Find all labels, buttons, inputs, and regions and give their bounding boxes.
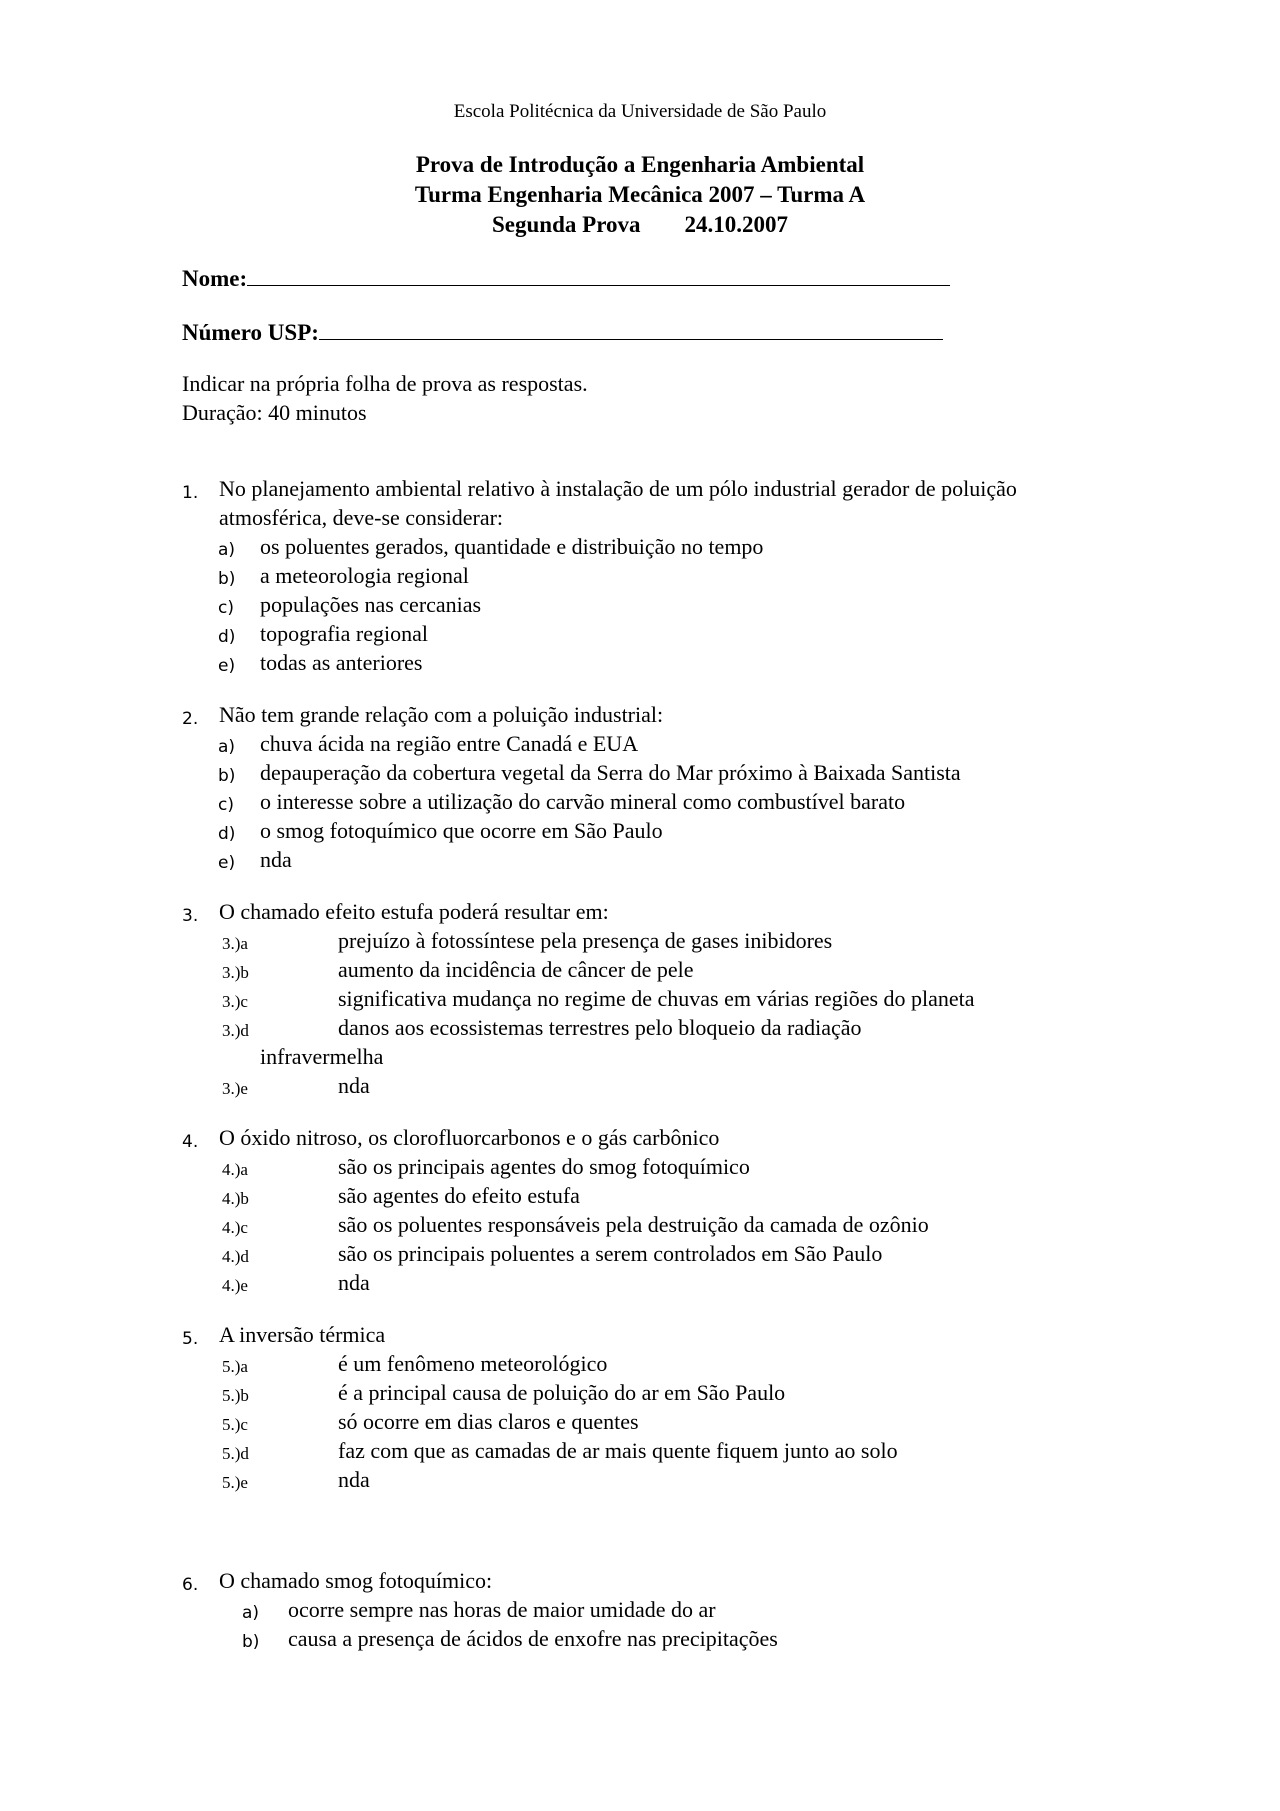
question-stem: O chamado smog fotoquímico: bbox=[219, 1568, 493, 1593]
option-text: são os principais agentes do smog fotoquímico bbox=[338, 1154, 750, 1179]
option-label: 3.)e bbox=[222, 1079, 248, 1098]
option-text-continuation: infravermelha bbox=[260, 1044, 384, 1069]
option-text: são os principais poluentes a serem controlados em São Paulo bbox=[338, 1241, 883, 1266]
instructions-line: Indicar na própria folha de prova as respostas. bbox=[182, 371, 588, 396]
option-label: 5.)e bbox=[222, 1473, 248, 1492]
option-label: c) bbox=[218, 598, 234, 618]
class-title: Turma Engenharia Mecânica 2007 – Turma A bbox=[414, 182, 866, 207]
option-label: e) bbox=[218, 853, 236, 873]
question-number: 5. bbox=[182, 1329, 199, 1349]
option-label: 3.)b bbox=[222, 963, 249, 982]
option-label: b) bbox=[218, 766, 236, 786]
option-label: 4.)d bbox=[222, 1247, 249, 1266]
option-text: a meteorologia regional bbox=[260, 563, 469, 588]
option-label: 5.)c bbox=[222, 1415, 248, 1434]
option-text: é um fenômeno meteorológico bbox=[338, 1351, 608, 1376]
question-stem: Não tem grande relação com a poluição industrial: bbox=[219, 702, 664, 727]
option-label: 3.)d bbox=[222, 1021, 249, 1040]
option-text: são agentes do efeito estufa bbox=[338, 1183, 580, 1208]
question-number: 1. bbox=[182, 483, 199, 503]
option-label: 5.)a bbox=[222, 1357, 248, 1376]
option-label: a) bbox=[218, 737, 236, 757]
name-field[interactable] bbox=[182, 263, 950, 292]
option-text: o smog fotoquímico que ocorre em São Paulo bbox=[260, 818, 663, 843]
option-text: os poluentes gerados, quantidade e distribuição no tempo bbox=[260, 534, 764, 559]
exam-number: Segunda Prova bbox=[492, 212, 641, 237]
option-label: b) bbox=[218, 569, 236, 589]
option-label: 5.)d bbox=[222, 1444, 249, 1463]
question-number: 4. bbox=[182, 1132, 199, 1152]
exam-title: Prova de Introdução a Engenharia Ambiental bbox=[415, 152, 865, 177]
option-text: chuva ácida na região entre Canadá e EUA bbox=[260, 731, 639, 756]
instructions bbox=[182, 369, 588, 427]
option-label: d) bbox=[218, 824, 236, 844]
option-text: significativa mudança no regime de chuvas em várias regiões do planeta bbox=[338, 986, 975, 1011]
option-text: o interesse sobre a utilização do carvão mineral como combustível barato bbox=[260, 789, 906, 814]
option-label: a) bbox=[218, 540, 236, 560]
question-number: 2. bbox=[182, 709, 199, 729]
option-text: nda bbox=[338, 1467, 370, 1492]
exam-subtitle bbox=[0, 210, 1280, 240]
option-text: são os poluentes responsáveis pela destruição da camada de ozônio bbox=[338, 1212, 929, 1237]
name-label: Nome: bbox=[182, 266, 248, 291]
question-stem: O chamado efeito estufa poderá resultar em: bbox=[219, 899, 609, 924]
question-stem: O óxido nitroso, os clorofluorcarbonos e o gás carbônico bbox=[219, 1125, 720, 1150]
option-text: é a principal causa de poluição do ar em São Paulo bbox=[338, 1380, 786, 1405]
option-label: a) bbox=[242, 1603, 260, 1623]
option-text: ocorre sempre nas horas de maior umidade do ar bbox=[288, 1597, 716, 1622]
option-text: só ocorre em dias claros e quentes bbox=[338, 1409, 639, 1434]
option-text: todas as anteriores bbox=[260, 650, 423, 675]
option-text: nda bbox=[338, 1270, 370, 1295]
question-stem: No planejamento ambiental relativo à instalação de um pólo industrial gerador de poluição atmosférica, deve-se considerar: bbox=[219, 476, 1017, 530]
usp-number-field[interactable] bbox=[182, 317, 943, 346]
option-label: d) bbox=[218, 627, 236, 647]
exam-title-block bbox=[0, 150, 1280, 240]
option-label: e) bbox=[218, 656, 236, 676]
option-label: 4.)c bbox=[222, 1218, 248, 1237]
option-text: nda bbox=[260, 847, 292, 872]
question-number: 3. bbox=[182, 906, 199, 926]
option-text: danos aos ecossistemas terrestres pelo bloqueio da radiação bbox=[338, 1015, 862, 1040]
option-label: 4.)b bbox=[222, 1189, 249, 1208]
question-stem: A inversão térmica bbox=[219, 1322, 386, 1347]
exam-date: 24.10.2007 bbox=[684, 212, 788, 237]
option-text: topografia regional bbox=[260, 621, 428, 646]
option-label: b) bbox=[242, 1632, 260, 1652]
option-text: populações nas cercanias bbox=[260, 592, 482, 617]
duration-line: Duração: 40 minutos bbox=[182, 400, 367, 425]
usp-number-blank-line[interactable] bbox=[319, 317, 943, 340]
option-text: causa a presença de ácidos de enxofre nas precipitações bbox=[288, 1626, 778, 1651]
option-label: 4.)a bbox=[222, 1160, 248, 1179]
option-text: faz com que as camadas de ar mais quente fiquem junto ao solo bbox=[338, 1438, 898, 1463]
option-label: 3.)a bbox=[222, 934, 248, 953]
option-text: prejuízo à fotossíntese pela presença de gases inibidores bbox=[338, 928, 833, 953]
school-name: Escola Politécnica da Universidade de São Paulo bbox=[453, 101, 827, 122]
option-text: aumento da incidência de câncer de pele bbox=[338, 957, 694, 982]
option-text: nda bbox=[338, 1073, 370, 1098]
option-label: c) bbox=[218, 795, 234, 815]
name-blank-line[interactable] bbox=[247, 263, 950, 286]
option-text: depauperação da cobertura vegetal da Serra do Mar próximo à Baixada Santista bbox=[260, 760, 961, 785]
usp-number-label: Número USP: bbox=[182, 320, 319, 345]
option-label: 4.)e bbox=[222, 1276, 248, 1295]
question-number: 6. bbox=[182, 1575, 199, 1595]
option-label: 3.)c bbox=[222, 992, 248, 1011]
option-label: 5.)b bbox=[222, 1386, 249, 1405]
